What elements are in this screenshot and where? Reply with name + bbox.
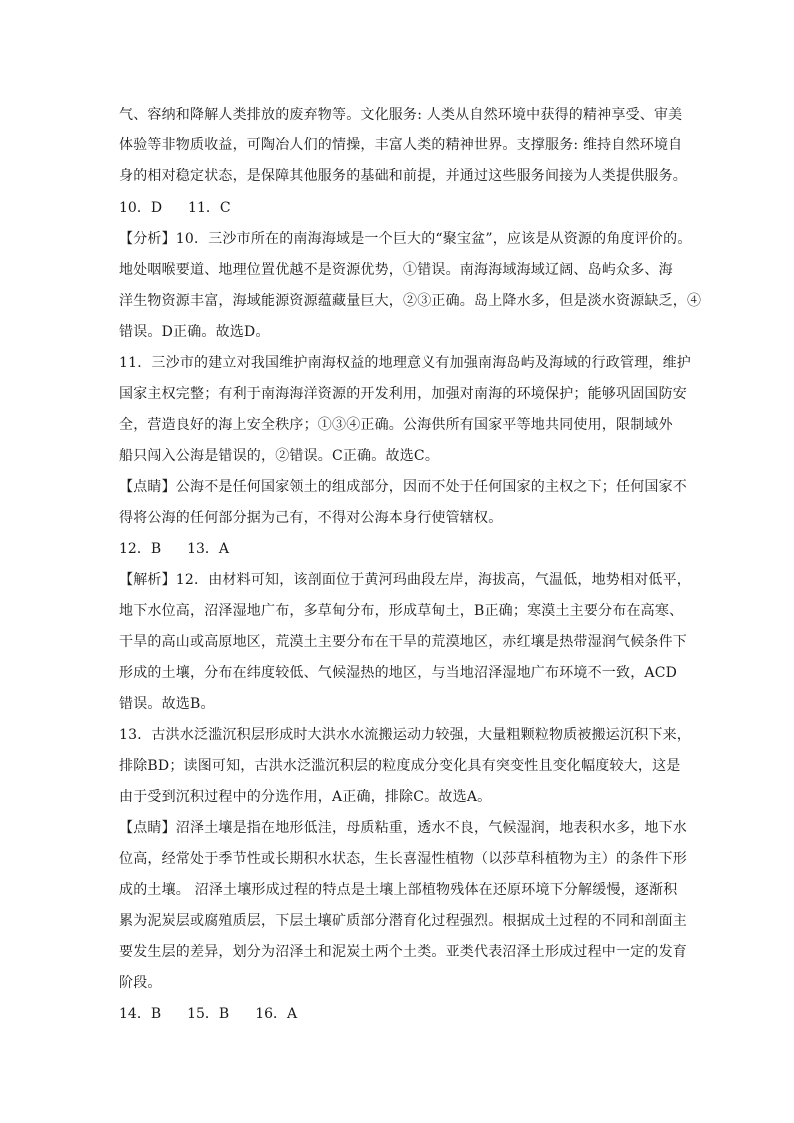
text-line: 阶段。 [119,975,162,991]
text-line: 排除BD；读图可知，古洪水泛滥沉积层的粒度成分变化具有突变性且变化幅度较大，这是 [119,758,681,774]
text-line: 位高，经常处于季节性或长期积水状态，生长喜湿性植物（以莎草科植物为主）的条件下形 [119,851,687,867]
answer-16: 16．A [255,1006,298,1022]
text-line: 累为泥炭层或腐殖质层，下层土壤矿质部分潜育化过程强烈。根据成土过程的不同和剖面主 [119,913,687,929]
text-line: 身的相对稳定状态，是保障其他服务的基础和前提，并通过这些服务间接为人类提供服务。 [119,168,687,184]
text-line: 错误。故选B。 [119,696,215,712]
text-line: 洋生物资源丰富，海域能源资源蕴藏量巨大，②③正确。岛上降水多，但是淡水资源缺乏，④ [119,293,702,309]
text-line: 错误。D正确。故选D。 [119,324,270,340]
text-line: 成的土壤。 沼泽土壤形成过程的特点是土壤上部植物残体在还原环境下分解缓慢，逐渐积 [119,882,678,898]
text-line: 船只闯入公海是错误的，②错误。C正确。故选C。 [119,448,440,464]
answer-10: 10．D [119,200,163,216]
text-line: 由于受到沉积过程中的分选作用，A正确，排除C。故选A。 [119,789,492,805]
text-line: 得将公海的任何部分据为己有，不得对公海本身行使管辖权。 [119,510,503,526]
text-line: 【解析】12．由材料可知，该剖面位于黄河玛曲段左岸，海拔高，气温低，地势相对低平， [119,572,692,588]
text-line: 干旱的高山或高原地区，荒漠土主要分布在干旱的荒漠地区，赤红壤是热带湿润气候条件下 [119,634,687,650]
text-line: 形成的土壤，分布在纬度较低、气候湿热的地区，与当地沼泽湿地广布环境不一致，ACD [119,665,678,681]
answer-11: 11．C [188,200,231,216]
text-line: 【点睛】沼泽土壤是指在地形低洼，母质粘重，透水不良，气候湿润，地表积水多，地下水 [119,820,687,836]
text-line: 体验等非物质收益，可陶冶人们的情操，丰富人类的精神世界。支撑服务: 维持自然环境自 [119,137,683,153]
answer-13: 13．A [187,541,230,557]
text-line: 11．三沙市的建立对我国维护南海权益的地理意义有加强南海岛屿及海域的行政管理，维护 [119,355,692,371]
answer-line [119,198,679,218]
text-line: 气、容纳和降解人类排放的废弃物等。文化服务: 人类从自然环境中获得的精神享受、审美 [119,107,683,123]
text-line: 国家主权完整；有利于南海海洋资源的开发利用，加强对南海的环境保护；能够巩固国防安 [119,386,687,402]
text-line: 【点睛】公海不是任何国家领土的组成部分，因而不处于任何国家的主权之下；任何国家不 [119,479,687,495]
text-line: 13．古洪水泛滥沉积层形成时大洪水水流搬运动力较强，大量粗颗粒物质被搬运沉积下来， [119,727,692,743]
answer-15: 15．B [187,1006,230,1022]
text-line: 全，营造良好的海上安全秩序；①③④正确。公海供所有国家平等地共同使用，限制域外 [119,417,673,433]
text-line: 要发生层的差异，划分为沼泽土和泥炭土两个土类。亚类代表沼泽土形成过程中一定的发育 [119,944,687,960]
answer-line [119,539,679,559]
answer-line [119,1004,679,1024]
text-line: 地处咽喉要道、地理位置优越不是资源优势，①错误。南海海域海域辽阔、岛屿众多、海 [119,262,673,278]
answer-12: 12．B [119,541,162,557]
text-line: 【分析】10．三沙市所在的南海海域是一个巨大的“聚宝盆”，应该是从资源的角度评价的。 [119,231,692,247]
answer-14: 14．B [119,1006,162,1022]
text-line: 地下水位高，沼泽湿地广布，多草甸分布，形成草甸土，B正确；寒漠土主要分布在高寒、 [119,603,684,619]
